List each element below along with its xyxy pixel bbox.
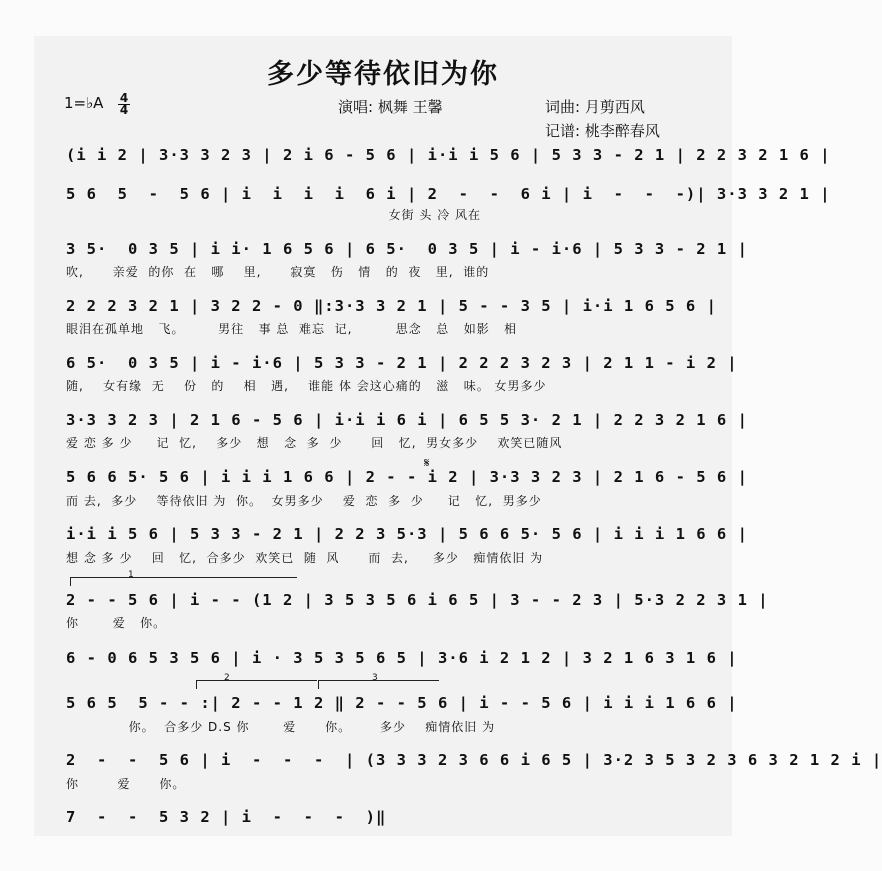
lyric-line-12: 你 爱 你。: [66, 777, 186, 791]
lyricist-credit: 词曲: 月剪西风: [545, 98, 645, 116]
time-bottom: 4: [119, 103, 129, 117]
notation-line-12: 2 - - 5 6 | i - - - | (3 3 3 2 3 6 6 i 6 5 | 3·2 3 5 3 2 3 6 3 2 1 2 i |: [66, 751, 882, 769]
notation-line-4: 2 2 2 3 2 1 | 3 2 2 - 0 ‖:3·3 3 2 1 | 5 - - 3 5 | i·i 1 6 5 6 |: [66, 297, 717, 315]
lyric-line-11: 你。 合多少 D.S 你 爱 你。 多少 痴情依旧 为: [66, 720, 496, 734]
transcriber-credit: 记谱: 桃李醉春风: [545, 122, 660, 140]
lyric-line-6: 爱 恋 多 少 记 忆, 多少 想 念 多 少 回 忆, 男女多少 欢笑已随风: [66, 436, 563, 450]
volta-bracket-1: [70, 577, 297, 586]
notation-line-13: 7 - - 5 3 2 | i - - - )‖: [66, 808, 387, 826]
segno-sign: 𝄋: [424, 456, 430, 471]
time-top: 4: [119, 91, 129, 105]
volta-bracket-3: [318, 680, 439, 689]
notation-line-6: 3·3 3 2 3 | 2 1 6 - 5 6 | i·i i 6 i | 6 5 5 3· 2 1 | 2 2 3 2 1 6 |: [66, 411, 748, 429]
song-title: 多少等待依旧为你: [267, 59, 499, 90]
notation-line-7: 5 6 6 5· 5 6 | i i i 1 6 6 | 2 - - i 2 | 3·3 3 2 3 | 2 1 6 - 5 6 |: [66, 468, 748, 486]
lyric-line-2: 女街 头 冷 风在: [66, 208, 482, 222]
notation-line-3: 3 5· 0 3 5 | i i· 1 6 5 6 | 6 5· 0 3 5 | i - i·6 | 5 3 3 - 2 1 |: [66, 240, 748, 258]
lyric-line-7: 而 去, 多少 等待依旧 为 你。 女男多少 爱 恋 多 少 记 忆, 男多少: [66, 494, 542, 508]
singer-credit: 演唱: 枫舞 王馨: [338, 98, 443, 116]
volta-number-1: 1: [128, 570, 134, 580]
notation-line-5: 6 5· 0 3 5 | i - i·6 | 5 3 3 - 2 1 | 2 2 2 3 2 3 | 2 1 1 - i 2 |: [66, 354, 738, 372]
lyric-line-5: 随, 女有缘 无 份 的 相 遇, 谁能 体 会这心痛的 滋 味。 女男多少: [66, 379, 547, 393]
notation-line-11: 5 6 5 5 - - :| 2 - - 1 2 ‖ 2 - - 5 6 | i - - 5 6 | i i i 1 6 6 |: [66, 694, 738, 712]
volta-bracket-2: [196, 680, 317, 689]
notation-line-10: 6 - 0 6 5 3 5 6 | i · 3 5 3 5 6 5 | 3·6 i 2 1 2 | 3 2 1 6 3 1 6 |: [66, 649, 738, 667]
lyric-line-9: 你 爱 你。: [66, 616, 167, 630]
volta-number-2: 2: [224, 673, 230, 683]
notation-line-8: i·i i 5 6 | 5 3 3 - 2 1 | 2 2 3 5·3 | 5 6 6 5· 5 6 | i i i 1 6 6 |: [66, 525, 748, 543]
notation-line-2: 5 6 5 - 5 6 | i i i i 6 i | 2 - - 6 i | i - - -)| 3·3 3 2 1 |: [66, 185, 831, 203]
notation-line-9: 2 - - 5 6 | i - - (1 2 | 3 5 3 5 6 i 6 5 | 3 - - 2 3 | 5·3 2 2 3 1 |: [66, 591, 769, 609]
lyric-line-4: 眼泪在孤单地 飞。 男往 事 总 难忘 记, 思念 总 如影 相: [66, 322, 518, 336]
lyric-line-8: 想 念 多 少 回 忆, 合多少 欢笑已 随 风 而 去, 多少 痴情依旧 为: [66, 551, 544, 565]
key-signature: 1=♭A: [64, 94, 104, 112]
notation-line-1: (i i 2 | 3·3 3 2 3 | 2 i 6 - 5 6 | i·i i 5 6 | 5 3 3 - 2 1 | 2 2 3 2 1 6 |: [66, 146, 831, 164]
volta-number-3: 3: [372, 673, 378, 683]
lyric-line-3: 吹, 亲爱 的你 在 哪 里, 寂寞 伤 情 的 夜 里, 谁的: [66, 265, 490, 279]
time-signature: [118, 93, 130, 116]
